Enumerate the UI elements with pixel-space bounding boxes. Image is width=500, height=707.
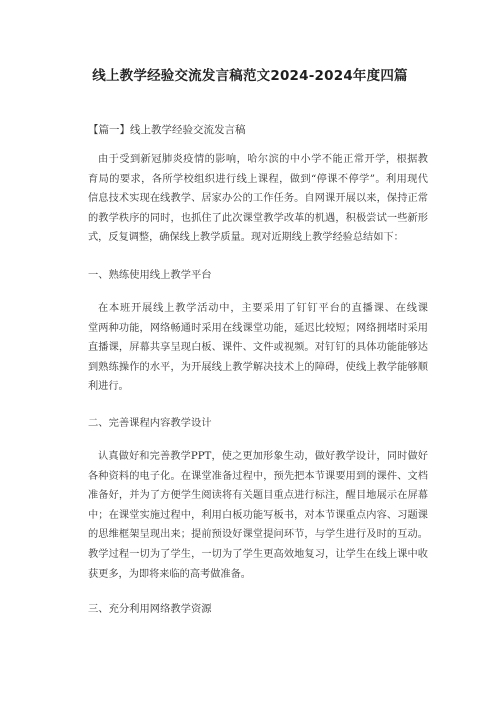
paragraph-line: 中；在课堂实施过程中，利用白板功能写板书，对本节课重点内容、习题课: [88, 509, 428, 521]
paragraph-line: 的思维框架呈现出来；提前预设好课堂提问环节，与学生进行及时的互动。: [88, 529, 428, 541]
intro-paragraph: [88, 150, 428, 248]
section-2-paragraph: [88, 447, 428, 584]
paragraph-line: 利进行。: [88, 381, 129, 393]
paragraph-line: 到熟练操作的水平，为开展线上教学解决技术上的障碍，使线上教学能够顺: [88, 361, 428, 373]
paragraph-line: 教学过程一切为了学生，一切为了学生更高效地复习，让学生在线上课中收: [88, 548, 428, 560]
paragraph-line: 式，反复调整，确保线上教学质量。现对近期线上教学经验总结如下：: [88, 232, 404, 244]
document-title: 线上教学经验交流发言稿范文2024-2024年度四篇: [92, 68, 408, 84]
paragraph-line: 准备好，并为了方便学生阅读将有关题目重点进行标注，醒目地展示在屏幕: [88, 490, 428, 502]
paragraph-line: 直播课，屏幕共享呈现白板、课件、文件或视频。对钉钉的具体功能能够达: [88, 342, 428, 354]
paragraph-line: 各种资料的电子化。在课堂准备过程中，预先把本节课要用到的课件、文档: [88, 470, 428, 482]
paragraph-line: 获更多，为即将来临的高考做准备。: [88, 568, 251, 580]
paragraph-line: 的教学秩序的同时，也抓住了此次课堂教学改革的机遇，积极尝试一些新形: [88, 212, 428, 224]
section-1-paragraph: [88, 299, 428, 397]
paragraph-line: 认真做好和完善教学PPT，使之更加形象生动，做好教学设计，同时做好: [98, 451, 428, 462]
paragraph-line: 由于受到新冠肺炎疫情的影响，哈尔滨的中小学不能正常开学，根据教: [98, 154, 428, 165]
section-heading-2: 二、完善课程内容教学设计: [88, 417, 212, 429]
section-heading-1: 一、熟练使用线上教学平台: [88, 269, 212, 281]
paragraph-line: 堂两种功能，网络畅通时采用在线课堂功能，延迟比较短；网络拥堵时采用: [88, 322, 428, 334]
paragraph-line: 育局的要求，各所学校组织进行线上课程，做到“停课不停学”。利用现代: [88, 173, 428, 185]
paragraph-line: 信息技术实现在线教学、居家办公的工作任务。自网课开展以来，保持正常: [88, 193, 428, 205]
paragraph-line: 在本班开展线上教学活动中，主要采用了钉钉平台的直播课、在线课: [98, 303, 428, 314]
section-heading-3: 三、充分利用网络教学资源: [88, 603, 212, 615]
article-subtitle: 【篇一】线上教学经验交流发言稿: [88, 124, 246, 136]
